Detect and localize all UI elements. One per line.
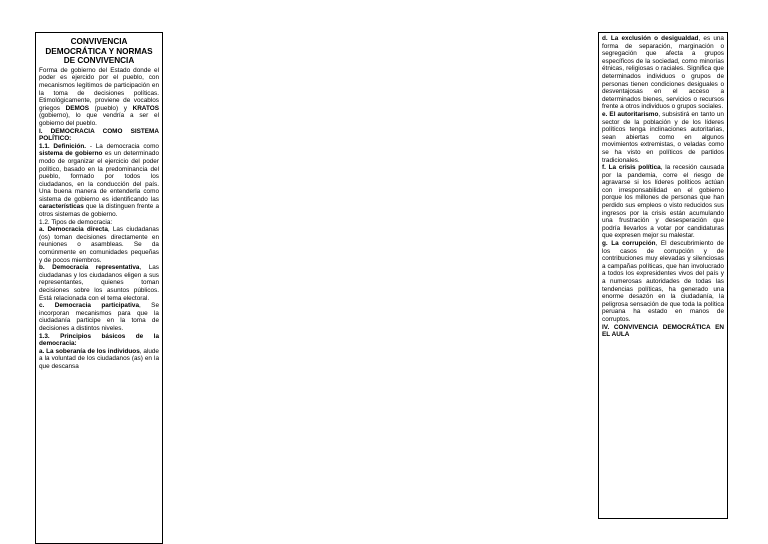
- type-c-paragraph: c. Democracia participativa, Se incorporan mecanismos para que la ciudadanía participe en la toma de decisiones a distintos niveles.: [39, 302, 160, 332]
- demos-term: DEMOS: [65, 104, 90, 112]
- title-line: DEMOCRÁTICA Y NORMAS: [45, 46, 153, 56]
- principles-heading: 1.3. Principios básicos de la democracia:: [39, 332, 159, 348]
- types-heading: 1.2. Tipos de democracia:: [39, 218, 113, 226]
- intro-paragraph: Forma de gobierno del Estado donde el poder es ejercido por el pueblo, con mecanismos legítimos de participación en la toma de decisiones políticas. Etimológicamente, proviene de vocablos griegos DEMOS (pueblo) y KRATOS (gobierno), lo que vendría a ser el gobierno del pueblo.: [39, 66, 159, 127]
- left-text-column: [35, 32, 163, 544]
- item-e-paragraph: e. El autoritarismo, subsistirá en tanto un sector de la población y de los líderes políticos tenga inclinaciones autoritarias, sean abiertas como en algunos movimientos extremistas, o veladas como se ha visto en políticos de partidos tradicionales.: [602, 110, 724, 164]
- item-d-paragraph: d. La exclusión o desigualdad, es una forma de separación, marginación o segregación que afecta a grupos específicos de la sociedad, como minorías étnicas, religiosas o raciales. Significa que determinados individuos o grupos de personas tienen condiciones desiguales o desventajosas en el acceso a determinados bienes, servicios o recursos frente a otros individuos o grupos sociales.: [602, 35, 724, 111]
- right-text-column: [598, 32, 728, 519]
- item-f-paragraph: f. La crisis política, la recesión causada por la pandemia, corre el riesgo de agravarse si los líderes políticos actúan con irresponsabilidad en el gobierno porque los millones de personas que han perdido sus empleos o visto reducidos sus ingresos por la crisis están acumulando una frustración y desesperación que podría llevarlos a votar por candidaturas que expresen mejor su malestar.: [602, 164, 724, 240]
- title-line: DE CONVIVENCIA: [63, 56, 135, 66]
- section-4-heading: IV. CONVIVENCIA DEMOCRÁTICA EN EL AULA: [602, 323, 724, 339]
- definition-paragraph: 1.1. Definición. - La democracia como sistema de gobierno es un determinado modo de organizar el ejercicio del poder político, basado en la predominancia del pueblo, formado por todos los ciudadanos, en la conducción del país. Una buena manera de entenderla como sistema de gobierno es identificando las características que la distinguen frente a otros sistemas de gobierno.: [39, 142, 159, 219]
- item-g-paragraph: g. La corrupción, El descubrimiento de los casos de corrupción y de contribuciones muy elevadas y silenciosas a campañas políticas, que han involucrado a todos los expresidentes vivos del país y a numerosas autoridades de todas las tendencias políticas, ha generado una enorme desazón en la ciudadanía, la peligrosa sensación de que toda la política peruana ha estado en manos de corruptos.: [602, 240, 724, 323]
- type-a-paragraph: a. Democracia directa, Las ciudadanas (os) toman decisiones directamente en reuniones o asambleas. Se da comúnmente en comunidades pequeñas y de pocos miembros.: [39, 226, 159, 264]
- document-title: [39, 37, 159, 66]
- title-line: CONVIVENCIA: [70, 37, 128, 46]
- principle-a-paragraph: a. La soberanía de los individuos, alude a la voluntad de los ciudadanos (as) en la que descansa: [39, 347, 159, 370]
- section-1-heading: I. DEMOCRACIA COMO SISTEMA POLÍTICO:: [39, 127, 159, 143]
- type-b-paragraph: b. Democracia representativa, Las ciudadanas y los ciudadanos eligen a sus representantes, quienes toman decisiones sobre los asuntos públicos. Está relacionada con el tema electoral.: [39, 264, 159, 302]
- kratos-term: KRATOS: [132, 104, 159, 112]
